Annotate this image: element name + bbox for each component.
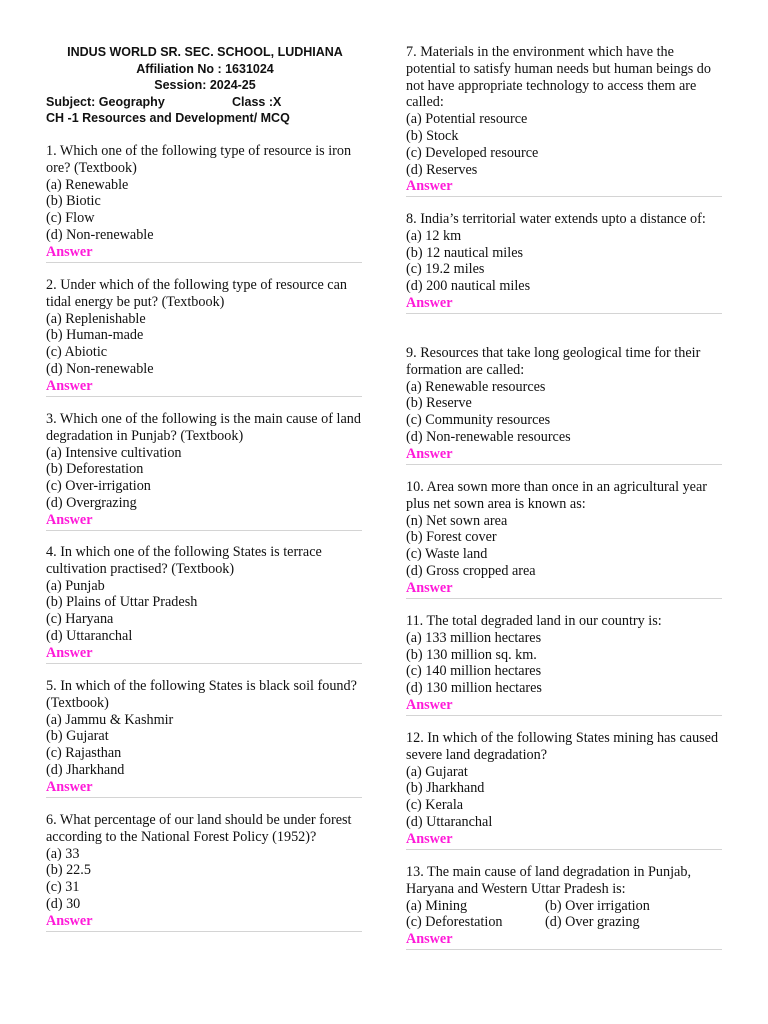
divider (406, 949, 722, 950)
option-a: (a) Intensive cultivation (46, 444, 182, 461)
question-4 (46, 544, 362, 664)
question-text: 4. In which one of the following States is terrace cultivation practised? (Textbook) (46, 544, 322, 577)
subject: Subject: Geography (46, 94, 165, 109)
option-b: (b) Forest cover (406, 529, 497, 546)
option-a: (a) 33 (46, 845, 80, 862)
divider (406, 598, 722, 599)
option-c: (c) Over-irrigation (46, 478, 151, 495)
option-d: (d) Non-renewable (46, 226, 154, 243)
question-9 (406, 345, 722, 465)
option-d: (d) Reserves (406, 161, 478, 178)
answer-link[interactable]: Answer (46, 778, 93, 795)
answer-link[interactable]: Answer (406, 931, 453, 948)
option-b: (b) Over irrigation (545, 897, 650, 914)
question-text: 5. In which of the following States is black soil found? (Textbook) (46, 678, 357, 711)
option-d: (d) Gross cropped area (406, 562, 536, 579)
option-a: (a) Mining (406, 897, 468, 914)
answer-link[interactable]: Answer (406, 579, 453, 596)
option-d: (d) Over grazing (545, 914, 640, 931)
option-b: (b) 22.5 (46, 862, 91, 879)
answer-link[interactable]: Answer (46, 377, 93, 394)
question-13 (406, 864, 722, 950)
subject-line (46, 94, 364, 111)
option-b: (b) Biotic (46, 193, 101, 210)
class: Class :X (232, 94, 282, 109)
option-b: (b) Plains of Uttar Pradesh (46, 594, 198, 611)
divider (46, 262, 362, 263)
question-3 (46, 411, 362, 531)
divider (46, 530, 362, 531)
option-c: (c) Community resources (406, 412, 551, 429)
option-a: (a) Renewable (46, 176, 129, 193)
session: Session: 2024-25 (154, 78, 256, 92)
option-b: (b) Deforestation (46, 461, 144, 478)
question-11 (406, 613, 722, 716)
option-d: (d) Non-renewable (46, 360, 154, 377)
option-d: (d) 200 nautical miles (406, 278, 531, 295)
question-text: 13. The main cause of land degradation in Punjab, Haryana and Western Uttar Pradesh is: (406, 864, 691, 897)
option-b: (b) 12 nautical miles (406, 244, 524, 261)
answer-link[interactable]: Answer (406, 294, 453, 311)
answer-link[interactable]: Answer (406, 445, 453, 462)
question-10 (406, 479, 722, 599)
option-c: (c) Waste land (406, 546, 488, 563)
option-a: (a) Punjab (46, 577, 105, 594)
option-d: (d) Non-renewable resources (406, 428, 571, 445)
divider (406, 464, 722, 465)
option-b: (b) Stock (406, 127, 459, 144)
question-text: 2. Under which of the following type of resource can tidal energy be put? (Textbook) (46, 277, 347, 310)
question-text: 7. Materials in the environment which have the potential to satisfy human needs but human beings do not have appropriate technology to access them are called: (406, 44, 711, 111)
question-text: 3. Which one of the following is the main cause of land degradation in Punjab? (Textbook) (46, 411, 361, 444)
answer-link[interactable]: Answer (406, 178, 453, 195)
option-c: (c) Developed resource (406, 144, 539, 161)
answer-link[interactable]: Answer (46, 243, 93, 260)
option-b: (b) Human-made (46, 327, 144, 344)
question-text: 6. What percentage of our land should be under forest according to the National Forest Policy (1952)? (46, 812, 352, 845)
question-5 (46, 678, 362, 798)
question-6 (46, 812, 362, 932)
option-a: (a) Renewable resources (406, 378, 546, 395)
option-b: (b) Gujarat (46, 728, 109, 745)
option-d: (d) Uttaranchal (46, 627, 133, 644)
option-c: (c) Deforestation (406, 914, 503, 931)
option-b: (b) Reserve (406, 395, 472, 412)
option-c: (c) Flow (46, 210, 95, 227)
question-7 (406, 44, 722, 197)
option-b: (b) 130 million sq. km. (406, 646, 537, 663)
chapter-title: CH -1 Resources and Development/ MCQ (46, 111, 290, 125)
question-12 (406, 730, 722, 850)
option-c: (c) 31 (46, 879, 80, 896)
answer-link[interactable]: Answer (406, 696, 453, 713)
divider (406, 715, 722, 716)
option-c: (c) Abiotic (46, 344, 108, 361)
option-d: (d) Jharkhand (46, 761, 125, 778)
affiliation-number: Affiliation No : 1631024 (136, 61, 274, 76)
option-d: (d) 30 (46, 895, 81, 912)
option-d: (d) 130 million hectares (406, 680, 542, 697)
question-text: 1. Which one of the following type of resource is iron ore? (Textbook) (46, 143, 352, 176)
option-a: (a) Potential resource (406, 111, 528, 128)
question-2 (46, 277, 362, 397)
question-text: 11. The total degraded land in our country is: (406, 613, 662, 629)
options-row-2 (406, 914, 722, 931)
option-b: (b) Jharkhand (406, 780, 485, 797)
divider (406, 849, 722, 850)
option-a: (a) Jammu & Kashmir (46, 711, 174, 728)
school-name: INDUS WORLD SR. SEC. SCHOOL, LUDHIANA (67, 45, 343, 59)
question-1 (46, 143, 362, 263)
option-c: (c) Haryana (46, 611, 114, 628)
divider (406, 313, 722, 314)
question-text: 8. India’s territorial water extends upto a distance of: (406, 211, 706, 227)
option-a: (a) Gujarat (406, 763, 468, 780)
divider (406, 196, 722, 197)
option-a: (a) Replenishable (46, 310, 146, 327)
option-c: (c) 19.2 miles (406, 261, 485, 278)
divider (46, 396, 362, 397)
option-a: (a) 133 million hectares (406, 629, 542, 646)
answer-link[interactable]: Answer (46, 644, 93, 661)
question-8 (406, 211, 722, 314)
options-row-1 (406, 898, 722, 915)
question-text: 12. In which of the following States mining has caused severe land degradation? (406, 730, 719, 763)
divider (46, 663, 362, 664)
option-d: (d) Uttaranchal (406, 813, 493, 830)
divider (46, 797, 362, 798)
document-header (46, 44, 364, 127)
divider (46, 931, 362, 932)
answer-link[interactable]: Answer (406, 830, 453, 847)
option-c: (c) Rajasthan (46, 745, 122, 762)
option-d: (d) Overgrazing (46, 494, 137, 511)
question-text: 10. Area sown more than once in an agricultural year plus net sown area is known as: (406, 479, 707, 512)
option-c: (c) 140 million hectares (406, 663, 542, 680)
question-text: 9. Resources that take long geological time for their formation are called: (406, 345, 701, 378)
option-c: (c) Kerala (406, 797, 464, 814)
option-a: (a) 12 km (406, 227, 462, 244)
option-a: (n) Net sown area (406, 512, 508, 529)
answer-link[interactable]: Answer (46, 912, 93, 929)
answer-link[interactable]: Answer (46, 511, 93, 528)
